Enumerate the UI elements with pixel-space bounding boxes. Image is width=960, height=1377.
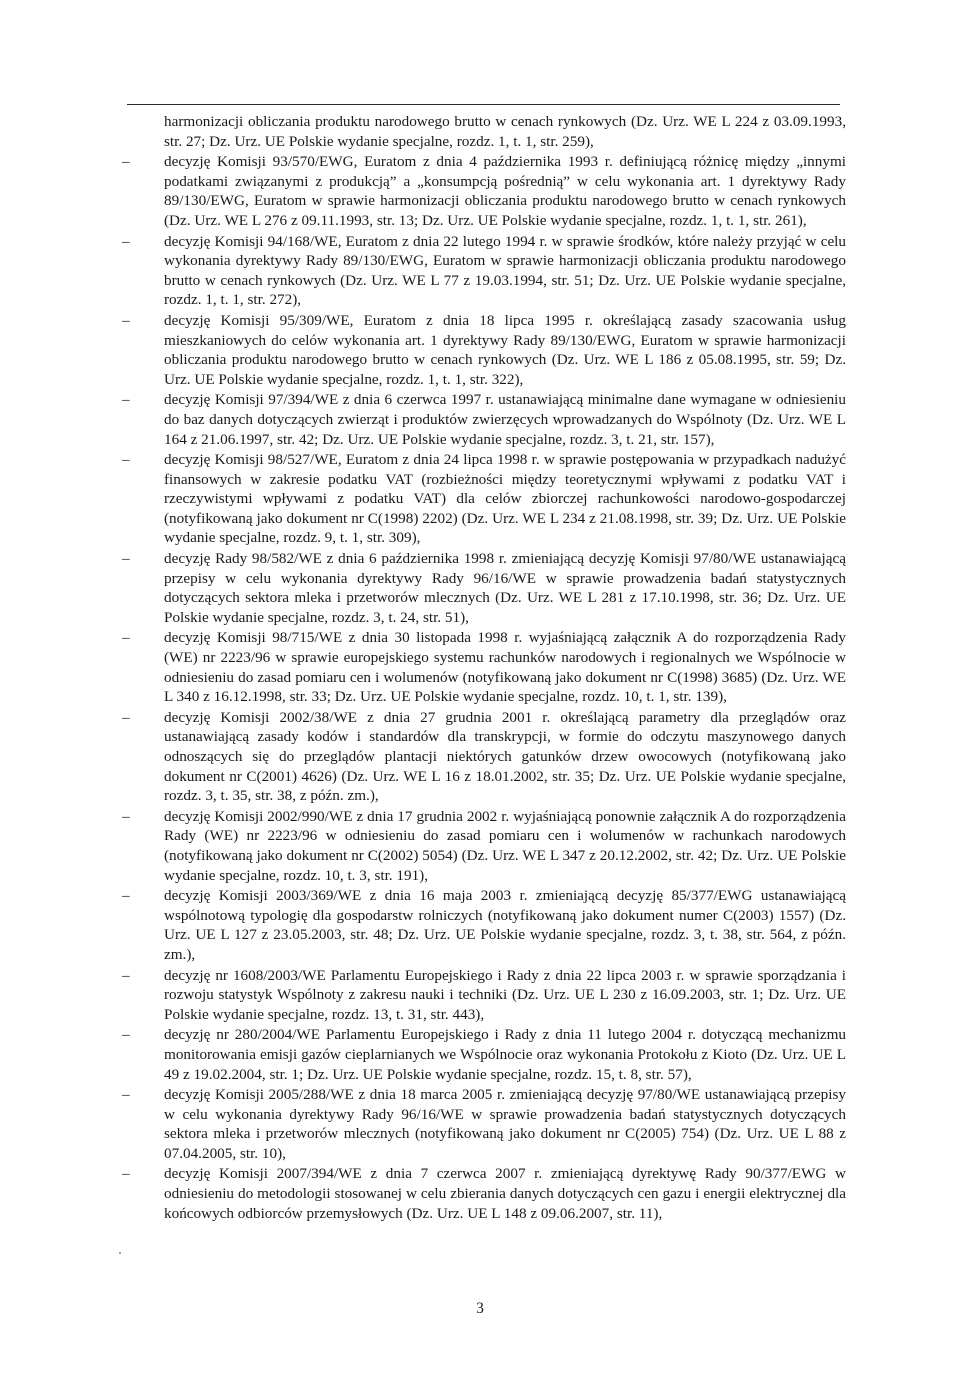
list-item-text: decyzję Komisji 95/309/WE, Euratom z dnia 18 lipca 1995 r. określającą zasady szacowania usług mieszkaniowych do celów wykonania art. 1 dyrektywy Rady 89/130/EWG, Euratom w sprawie harmonizacji obliczania produktu narodowego brutto w cenach rynkowych (Dz. Urz. WE L 186 z 05.08.1995, str. 59; Dz. Urz. UE Polskie wydanie specjalne, rozdz. 1, t. 1, str. 322), <box>164 311 846 388</box>
list-item <box>122 966 846 1025</box>
list-dash: – <box>122 391 130 409</box>
list-item-text: decyzję Komisji 98/527/WE, Euratom z dnia 24 lipca 1998 r. w sprawie postępowania w przypadkach nadużyć finansowych w zakresie podatku VAT (rozbieżności między teoretycznymi wpływami z podatku VAT i rzeczywistymi wpływami z podatku VAT) dla celów zbiorczej rachunkowości narodowo-gospodarczej (notyfikowaną jako dokument nr C(1998) 2202) (Dz. Urz. WE L 234 z 21.08.1998, str. 39; Dz. Urz. UE Polskie wydanie specjalne, rozdz. 9, t. 1, str. 309), <box>164 451 846 547</box>
list-item-text: decyzję Komisji 2002/990/WE z dnia 17 grudnia 2002 r. wyjaśniającą ponownie załącznik A do rozporządzenia Rady (WE) nr 2223/96 w odniesieniu do zasad pomiaru cen i wolumenów w rachunkach narodowych (notyfikowaną jako dokument nr C(2002) 5054) (Dz. Urz. WE L 347 z 20.12.2002, str. 42; Dz. Urz. UE Polskie wydanie specjalne, rozdz. 10, t. 3, str. 191), <box>164 807 846 884</box>
list-item-text: decyzję nr 280/2004/WE Parlamentu Europejskiego i Rady z dnia 11 lutego 2004 r. dotyczącą mechanizmu monitorowania emisji gazów cieplarnianych we Wspólnocie oraz wykonania Protokołu z Kioto (Dz. Urz. UE L 49 z 19.02.2004, str. 1; Dz. Urz. UE Polskie wydanie specjalne, rozdz. 15, t. 8, str. 57), <box>164 1026 846 1083</box>
list-dash: – <box>122 232 130 250</box>
list-item <box>122 152 846 230</box>
list-item-text: decyzję Komisji 2002/38/WE z dnia 27 grudnia 2001 r. określającą parametry dla przeglądów oraz ustanawiającą zasady kodów i standardów dla transkrypcji, w formie do odczytu maszynowego danych odnoszących się do przeglądów plantacji niektórych gatunków drzew owocowych (notyfikowaną jako dokument nr C(2001) 4626) (Dz. Urz. WE L 16 z 18.01.2002, str. 35; Dz. Urz. UE Polskie wydanie specjalne, rozdz. 3, t. 35, str. 38, z późn. zm.), <box>164 708 846 805</box>
list-item-text: decyzję Komisji 2005/288/WE z dnia 18 marca 2005 r. zmieniającą decyzję 97/80/WE ustanawiającą przepisy w celu wykonania dyrektywy Rady 96/16/WE w sprawie prowadzenia badań statystycznych dotyczących sektora mleka i przetworów mlecznych (notyfikowaną jako dokument nr C(2005) 754) (Dz. Urz. UE L 88 z 07.04.2005, str. 10), <box>164 1086 846 1162</box>
list-item <box>122 708 846 806</box>
list-item-text: decyzję Komisji 93/570/EWG, Euratom z dnia 4 października 1993 r. definiującą różnicę między „innymi podatkami związanymi z produkcją” a „konsumpcją pośrednią” w celu wykonania art. 1 dyrektywy Rady 89/130/EWG, Euratom w sprawie harmonizacji obliczania produktu narodowego brutto w cenach rynkowych (Dz. Urz. WE L 276 z 09.11.1993, str. 13; Dz. Urz. UE Polskie wydanie specjalne, rozdz. 1, t. 1, str. 261), <box>164 153 846 229</box>
list-item-text: decyzję Komisji 2007/394/WE z dnia 7 czerwca 2007 r. zmieniającą dyrektywę Rady 90/377/EWG w odniesieniu do metodologii stosowanej w celu zbierania danych dotyczących cen gazu i energii elektrycznej dla końcowych odbiorców przemysłowych (Dz. Urz. UE L 148 z 09.06.2007, str. 11), <box>164 1165 846 1222</box>
list-item <box>122 1164 846 1223</box>
list-item <box>122 232 846 310</box>
list-item <box>122 807 846 885</box>
list-item <box>122 390 846 449</box>
scan-artifact <box>119 1252 121 1254</box>
list-dash: – <box>122 629 130 647</box>
list-item-text: decyzję Komisji 97/394/WE z dnia 6 czerwca 1997 r. ustanawiającą minimalne dane wymagane w odniesieniu do baz danych dotyczących zwierząt i produktów zwierzęcych wprowadzanych do Wspólnoty (Dz. Urz. WE L 164 z 21.06.1997, str. 42; Dz. Urz. UE Polskie wydanie specjalne, rozdz. 3, t. 21, str. 157), <box>164 391 846 448</box>
list-item <box>122 1025 846 1084</box>
list-dash: – <box>122 887 130 905</box>
list-dash: – <box>122 1165 130 1183</box>
list-dash: – <box>122 807 130 825</box>
list-dash: – <box>122 311 130 329</box>
list-dash: – <box>122 153 130 171</box>
list-item-text: decyzję Rady 98/582/WE z dnia 6 października 1998 r. zmieniającą decyzję Komisji 97/80/WE ustanawiającą przepisy w celu wykonania dyrektywy Rady 96/16/WE w sprawie prowadzenia badań statystycznych dotyczących sektora mleka i przetworów mlecznych (Dz. Urz. WE L 281 z 17.10.1998, str. 36; Dz. Urz. UE Polskie wydanie specjalne, rozdz. 3, t. 24, str. 51), <box>164 550 846 626</box>
header-rule <box>127 104 840 105</box>
list-dash: – <box>122 708 130 726</box>
list-item-text: decyzję Komisji 98/715/WE z dnia 30 listopada 1998 r. wyjaśniającą załącznik A do rozporządzenia Rady (WE) nr 2223/96 w sprawie europejskiego systemu rachunków narodowych i regionalnych we Wspólnocie w odniesieniu do zasad pomiaru cen i wolumenów (notyfikowaną jako dokument nr C(1998) 3685) (Dz. Urz. WE L 340 z 16.12.1998, str. 33; Dz. Urz. UE Polskie wydanie specjalne, rozdz. 10, t. 1, str. 139), <box>164 629 846 706</box>
document-body <box>122 112 846 1224</box>
list-item <box>122 450 846 548</box>
list-dash: – <box>122 451 130 469</box>
list-dash: – <box>122 550 130 568</box>
continuation-paragraph <box>122 112 846 151</box>
continuation-text: harmonizacji obliczania produktu narodowego brutto w cenach rynkowych (Dz. Urz. WE L 224 z 03.09.1993, str. 27; Dz. Urz. UE Polskie wydanie specjalne, rozdz. 1, t. 1, str. 259), <box>164 113 846 150</box>
list-item <box>122 549 846 627</box>
list-item <box>122 1085 846 1163</box>
list-dash: – <box>122 1086 130 1104</box>
list-item <box>122 628 846 706</box>
list-dash: – <box>122 966 130 984</box>
list-item-text: decyzję nr 1608/2003/WE Parlamentu Europejskiego i Rady z dnia 22 lipca 2003 r. w sprawie sporządzania i rozwoju statystyk Wspólnoty z zakresu nauki i techniki (Dz. Urz. UE L 230 z 16.09.2003, str. 1; Dz. Urz. UE Polskie wydanie specjalne, rozdz. 13, t. 31, str. 443), <box>164 966 846 1023</box>
list-item <box>122 886 846 964</box>
list-item <box>122 311 846 389</box>
page-number: 3 <box>476 1300 484 1317</box>
list-item-text: decyzję Komisji 2003/369/WE z dnia 16 maja 2003 r. zmieniającą decyzję 85/377/EWG ustanawiającą wspólnotową typologię dla gospodarstw rolniczych (notyfikowaną jako dokument numer C(2003) 1557) (Dz. Urz. UE L 127 z 23.05.2003, str. 48; Dz. Urz. UE Polskie wydanie specjalne, rozdz. 3, t. 38, str. 564, z późn. zm.), <box>164 887 846 963</box>
list-item-text: decyzję Komisji 94/168/WE, Euratom z dnia 22 lutego 1994 r. w sprawie środków, które należy przyjąć w celu wykonania dyrektywy Rady 89/130/EWG, Euratom w sprawie harmonizacji obliczania produktu narodowego brutto w cenach rynkowych (Dz. Urz. WE L 77 z 19.03.1994, str. 51; Dz. Urz. UE Polskie wydanie specjalne, rozdz. 1, t. 1, str. 272), <box>164 232 846 309</box>
list-dash: – <box>122 1026 130 1044</box>
